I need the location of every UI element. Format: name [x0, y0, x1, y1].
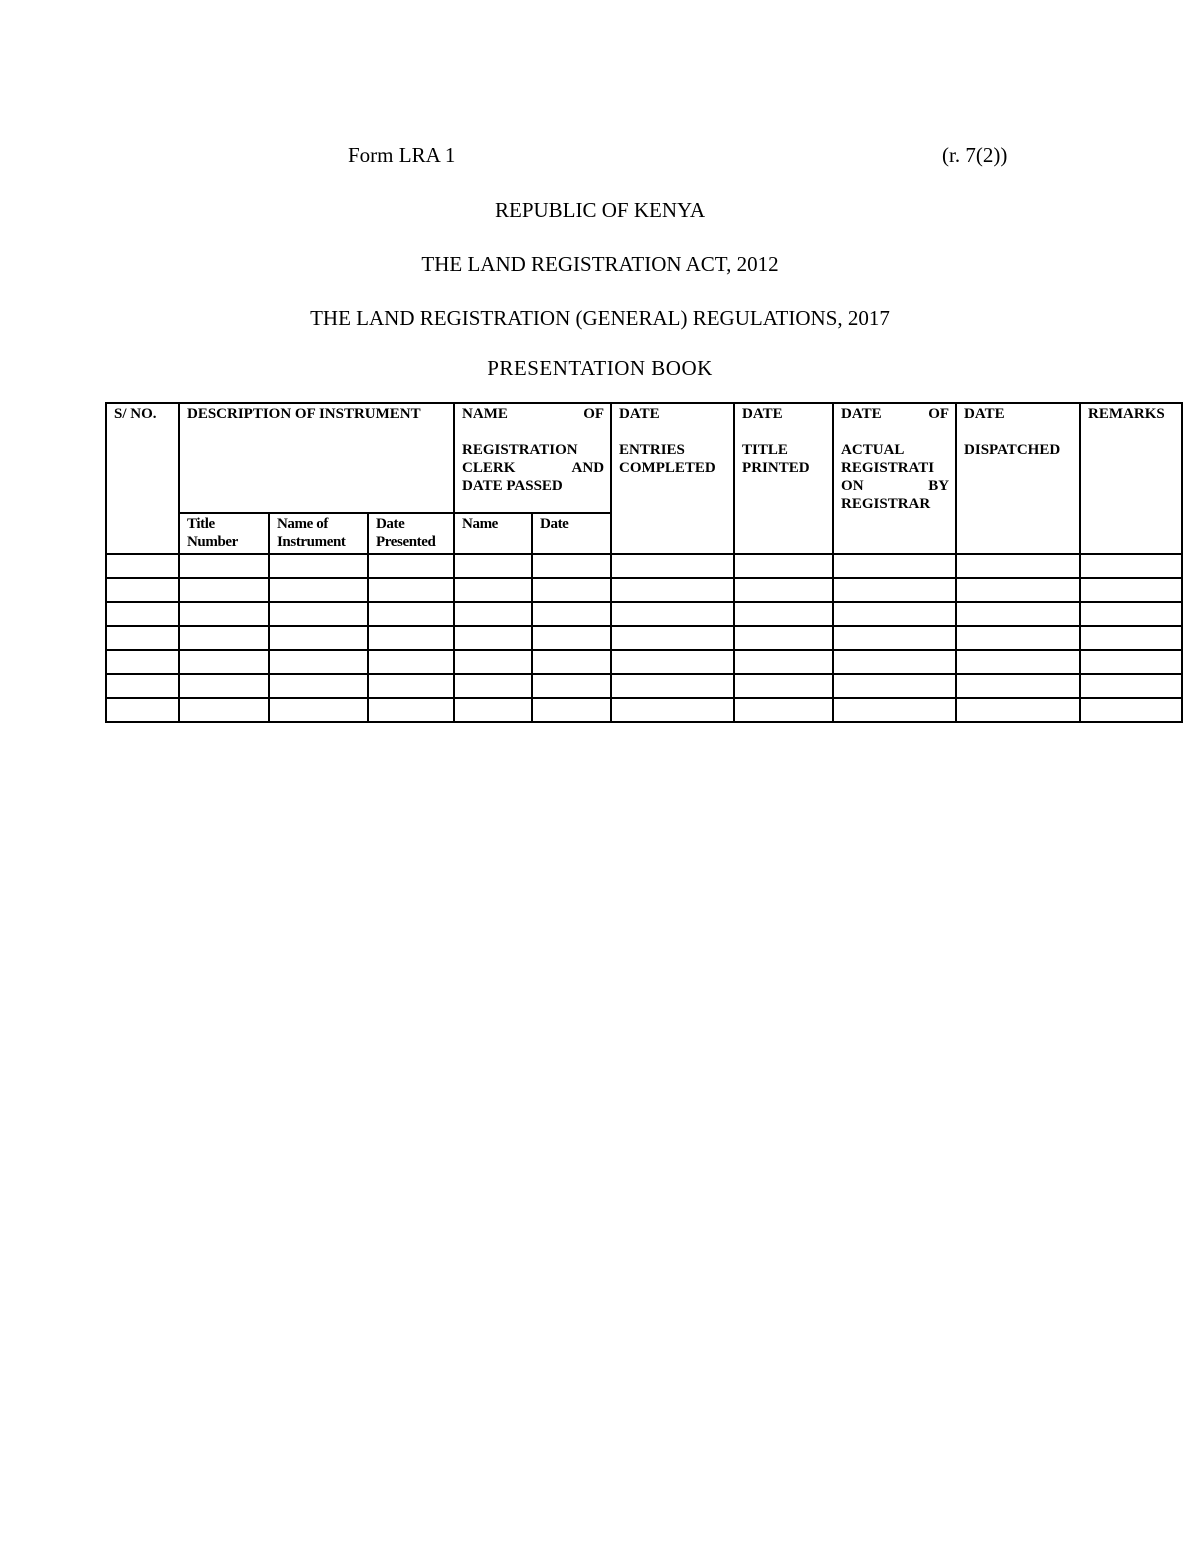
- table-row: [106, 650, 1182, 674]
- table-cell: [269, 578, 368, 602]
- subheader-date-presented-2: Presented: [376, 534, 436, 550]
- subheader-date-label: Date: [540, 516, 569, 532]
- subheader-title-number-1: Title: [187, 516, 215, 532]
- table-cell: [106, 674, 179, 698]
- table-cell: [179, 698, 269, 722]
- table-cell: [179, 578, 269, 602]
- table-cell: [269, 650, 368, 674]
- header-dispatched-date: DATE: [964, 406, 1005, 422]
- table-cell: [1080, 554, 1182, 578]
- header-remarks: [1080, 403, 1182, 554]
- table-cell: [956, 602, 1080, 626]
- table-cell: [734, 626, 833, 650]
- table-cell: [532, 650, 611, 674]
- table-cell: [734, 578, 833, 602]
- table-cell: [532, 602, 611, 626]
- table-row: [106, 602, 1182, 626]
- header-sno: [106, 403, 179, 554]
- subheader-name-instrument-1: Name of: [277, 516, 328, 532]
- header-title-line1: TITLE: [742, 442, 788, 458]
- table-cell: [611, 626, 734, 650]
- header-dispatched-line1: DISPATCHED: [964, 442, 1061, 458]
- table-cell: [368, 602, 454, 626]
- header-entries-line1: ENTRIES: [619, 442, 685, 458]
- table-cell: [454, 650, 532, 674]
- table-cell: [833, 578, 956, 602]
- table-cell: [734, 698, 833, 722]
- table-cell: [833, 698, 956, 722]
- table-cell: [269, 602, 368, 626]
- table-cell: [454, 578, 532, 602]
- table-cell: [611, 674, 734, 698]
- header-clerk-line3: [462, 459, 604, 477]
- table-cell: [956, 698, 1080, 722]
- header-actual-date: DATE: [841, 406, 882, 422]
- subheader-date: [532, 513, 611, 554]
- table-cell: [106, 602, 179, 626]
- header-description: [179, 403, 454, 513]
- table-cell: [532, 698, 611, 722]
- table-cell: [1080, 698, 1182, 722]
- table-cell: [1080, 650, 1182, 674]
- header-actual-registration: [833, 403, 956, 554]
- table-cell: [106, 578, 179, 602]
- heading-act: THE LAND REGISTRATION ACT, 2012: [421, 252, 779, 276]
- header-actual-of: OF: [928, 406, 950, 422]
- subheader-name-of-instrument: [269, 513, 368, 554]
- header-title-line2: PRINTED: [742, 460, 810, 476]
- header-actual-by: BY: [928, 478, 950, 494]
- header-remarks-label: REMARKS: [1088, 406, 1165, 422]
- table-cell: [611, 578, 734, 602]
- table-cell: [454, 602, 532, 626]
- header-clerk-and: AND: [571, 460, 605, 476]
- header-entries-line2: COMPLETED: [619, 460, 716, 476]
- subheader-title-number: [179, 513, 269, 554]
- blank-entry-rows: [106, 554, 1182, 722]
- header-actual-on: ON: [841, 478, 864, 494]
- header-actual-line2: REGISTRATI: [841, 460, 935, 476]
- table-cell: [734, 602, 833, 626]
- table-cell: [106, 698, 179, 722]
- header-clerk-of: OF: [583, 406, 605, 422]
- table-cell: [1080, 626, 1182, 650]
- table-cell: [454, 674, 532, 698]
- subheader-name-label: Name: [462, 516, 498, 532]
- header-actual-line4: REGISTRAR: [841, 496, 931, 512]
- table-cell: [532, 554, 611, 578]
- table-cell: [956, 626, 1080, 650]
- table-cell: [454, 554, 532, 578]
- header-actual-line3: [841, 477, 949, 495]
- header-registration-clerk: [454, 403, 611, 513]
- table-cell: [368, 650, 454, 674]
- table-row: [106, 674, 1182, 698]
- table-cell: [956, 554, 1080, 578]
- table-row: [106, 626, 1182, 650]
- table-cell: [611, 698, 734, 722]
- table-cell: [269, 554, 368, 578]
- table-cell: [179, 626, 269, 650]
- table-cell: [269, 626, 368, 650]
- header-title-date: DATE: [742, 406, 783, 422]
- table-cell: [106, 650, 179, 674]
- table-cell: [532, 674, 611, 698]
- header-clerk-name: NAME: [462, 406, 508, 422]
- table-cell: [833, 554, 956, 578]
- subheader-name: [454, 513, 532, 554]
- heading-country: REPUBLIC OF KENYA: [494, 198, 706, 222]
- table-cell: [368, 674, 454, 698]
- table-cell: [833, 650, 956, 674]
- subheader-title-number-2: Number: [187, 534, 238, 550]
- table-cell: [833, 674, 956, 698]
- header-row: [106, 403, 1182, 513]
- header-clerk-line1: [462, 405, 604, 423]
- table-cell: [1080, 578, 1182, 602]
- header-clerk-clerk: CLERK: [462, 460, 516, 476]
- table-cell: [833, 602, 956, 626]
- table-cell: [734, 674, 833, 698]
- table-cell: [454, 698, 532, 722]
- table-cell: [368, 698, 454, 722]
- presentation-book-table: [105, 402, 1183, 723]
- table-cell: [956, 650, 1080, 674]
- header-title-printed: [734, 403, 833, 554]
- table-cell: [106, 626, 179, 650]
- table-cell: [269, 674, 368, 698]
- table-cell: [368, 554, 454, 578]
- header-sno-label: S/ NO.: [114, 406, 157, 422]
- header-entries-date: DATE: [619, 406, 660, 422]
- table-cell: [179, 674, 269, 698]
- table-cell: [179, 602, 269, 626]
- table-cell: [611, 554, 734, 578]
- table-cell: [368, 578, 454, 602]
- table-cell: [269, 698, 368, 722]
- table-cell: [532, 578, 611, 602]
- heading-presentation-book: PRESENTATION BOOK: [487, 356, 713, 380]
- table-cell: [734, 554, 833, 578]
- header-entries-completed: [611, 403, 734, 554]
- table-row: [106, 698, 1182, 722]
- table-cell: [956, 674, 1080, 698]
- subheader-name-instrument-2: Instrument: [277, 534, 346, 550]
- table-cell: [179, 650, 269, 674]
- rule-reference: (r. 7(2)): [942, 143, 1008, 167]
- table-cell: [454, 626, 532, 650]
- header-actual-line1: ACTUAL: [841, 442, 905, 458]
- table-cell: [734, 650, 833, 674]
- header-clerk-registration: REGISTRATION: [462, 442, 578, 458]
- table-row: [106, 578, 1182, 602]
- subheader-date-presented-1: Date: [376, 516, 405, 532]
- header-dispatched: [956, 403, 1080, 554]
- table-cell: [106, 554, 179, 578]
- table-cell: [833, 626, 956, 650]
- table-cell: [179, 554, 269, 578]
- table-cell: [532, 626, 611, 650]
- table-cell: [611, 602, 734, 626]
- table-cell: [1080, 674, 1182, 698]
- table-row: [106, 554, 1182, 578]
- form-number: Form LRA 1: [348, 143, 456, 167]
- table-cell: [368, 626, 454, 650]
- table-cell: [956, 578, 1080, 602]
- table-cell: [1080, 602, 1182, 626]
- header-actual-line0: [841, 405, 949, 423]
- table-cell: [611, 650, 734, 674]
- header-description-label: DESCRIPTION OF INSTRUMENT: [187, 406, 421, 422]
- header-clerk-date-passed: DATE PASSED: [462, 478, 563, 494]
- subheader-date-presented: [368, 513, 454, 554]
- heading-regulations: THE LAND REGISTRATION (GENERAL) REGULATIONS, 2017: [310, 306, 890, 330]
